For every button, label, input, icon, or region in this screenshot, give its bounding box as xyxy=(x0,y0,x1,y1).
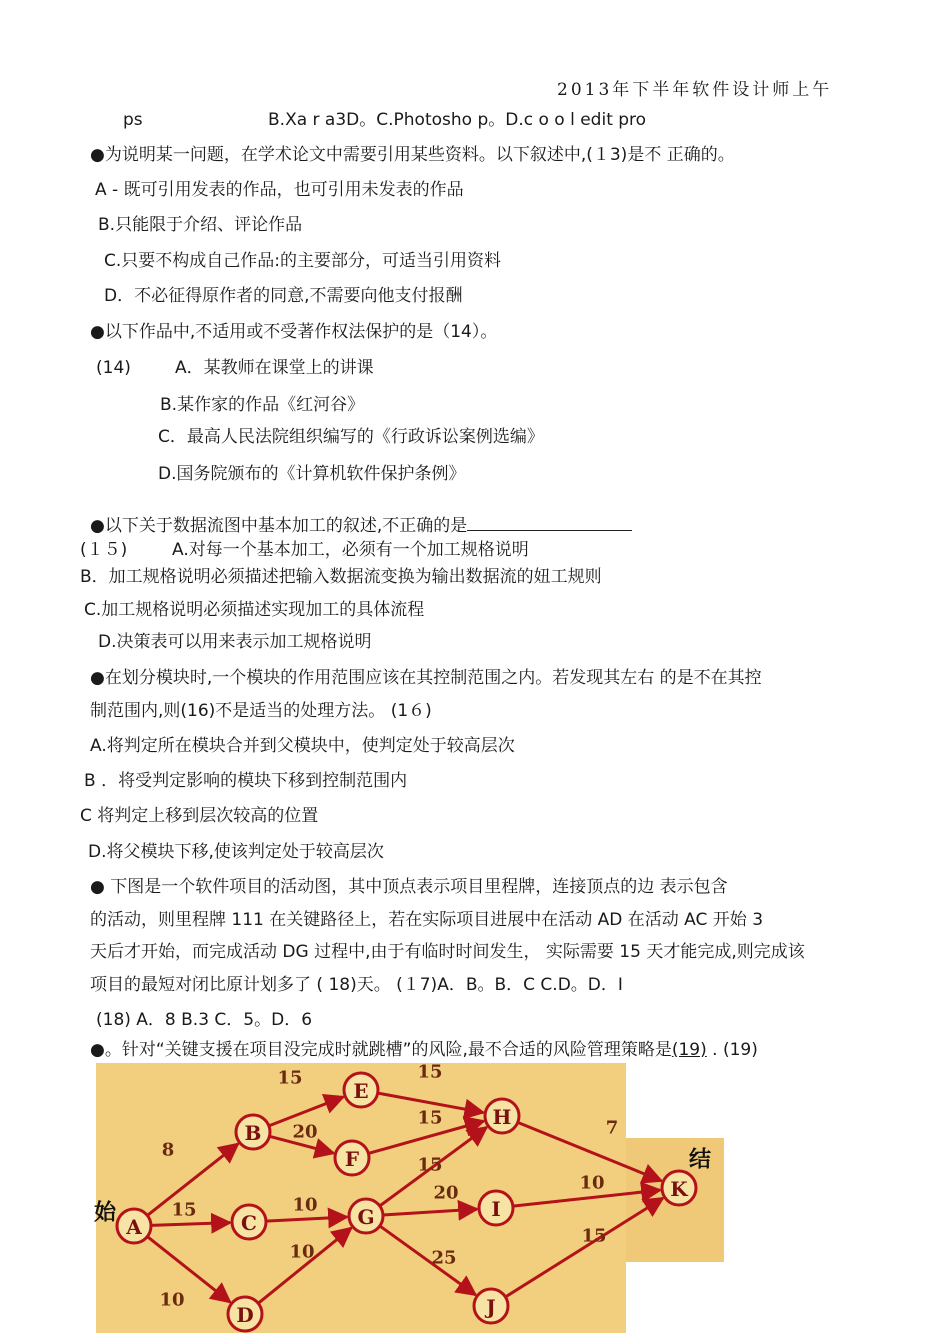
edge-c-g xyxy=(266,1217,347,1221)
node-h xyxy=(485,1099,519,1133)
node-c xyxy=(232,1205,266,1239)
edge-d-g xyxy=(258,1228,351,1303)
option-line-software: B.Xa r a3D。C.Photosho p。D.c o o l edit pro xyxy=(268,110,647,130)
edge-weight-b-e: 15 xyxy=(277,1067,303,1089)
q14-option-c: C．最高人民法院组织编写的《行政诉讼案例选编》 xyxy=(158,427,544,447)
q13-option-d: D．不必征得原作者的同意,不需要向他支付报酬 xyxy=(104,286,463,306)
edge-weight-c-g: 10 xyxy=(292,1194,318,1216)
node-e xyxy=(344,1073,378,1107)
node-d xyxy=(228,1297,262,1331)
edge-weight-h-k: 7 xyxy=(605,1117,619,1139)
edge-weight-f-h: 15 xyxy=(417,1107,443,1129)
edge-weight-j-k: 15 xyxy=(581,1225,607,1247)
q14-option-b: B.某作家的作品《红河谷》 xyxy=(160,395,365,415)
edge-weight-a-c: 15 xyxy=(171,1199,197,1221)
node-label: I xyxy=(491,1197,501,1221)
page-header: 2013年下半年软件设计师上午 xyxy=(557,80,833,100)
q16-option-d: D.将父模块下移,使该判定处于较高层次 xyxy=(88,842,384,862)
node-k xyxy=(662,1171,696,1205)
edge-weight-d-g: 10 xyxy=(289,1241,315,1263)
question-16-line1: ●在划分模块时,一个模块的作用范围应该在其控制范围之内。若发现其左右 的是不在其控 xyxy=(90,668,762,688)
node-b xyxy=(236,1115,270,1149)
q14-option-d: D.国务院颁布的《计算机软件保护条例》 xyxy=(158,464,466,484)
edge-g-j xyxy=(380,1226,476,1295)
node-label: B xyxy=(244,1121,262,1145)
q15-text: ●以下关于数据流图中基本加工的叙述,不正确的是 xyxy=(90,516,468,536)
node-label: D xyxy=(236,1303,254,1327)
q15-number: (１５) xyxy=(80,540,128,560)
q14-option-a: A．某教师在课堂上的讲课 xyxy=(175,358,374,378)
option-line-ps: ps xyxy=(123,110,143,130)
edge-weight-i-k: 10 xyxy=(579,1172,605,1194)
q16-option-c: C 将判定上移到层次较高的位置 xyxy=(80,806,319,826)
start-label: 始 xyxy=(93,1200,117,1226)
edge-weight-g-h: 15 xyxy=(417,1154,443,1176)
edge-j-k xyxy=(505,1198,663,1297)
node-f xyxy=(335,1141,369,1175)
node-label: A xyxy=(126,1215,142,1239)
end-label: 结 xyxy=(688,1147,712,1173)
q16-option-a: A.将判定所在模块合并到父模块中，使判定处于较高层次 xyxy=(90,736,515,756)
edge-weight-g-j: 25 xyxy=(431,1247,457,1269)
q13-option-a: A - 既可引用发表的作品，也可引用未发表的作品 xyxy=(95,180,464,200)
question-13: ●为说明某一问题，在学术论文中需要引用某些资料。以下叙述中,(１3)是不 正确的。 xyxy=(90,145,735,165)
q14-number: (14) xyxy=(96,358,131,378)
node-label: H xyxy=(492,1105,512,1129)
node-label: E xyxy=(353,1079,369,1103)
question-14: ●以下作品中,不适用或不受著作权法保护的是（14）。 xyxy=(90,322,498,342)
edge-a-c xyxy=(151,1223,230,1226)
question-17-line4: 项目的最短对闭比原计划多了 ( 18)天。 (１7)A．B。B．C C.D。D．I xyxy=(90,975,623,995)
edge-weight-e-h: 15 xyxy=(417,1061,443,1083)
node-label: C xyxy=(241,1211,257,1235)
edge-g-i xyxy=(383,1209,477,1215)
q19-tail: . (19) xyxy=(706,1040,758,1060)
node-label: J xyxy=(486,1295,496,1319)
q19-text: ●。针对“关键支援在项目没完成时就跳槽”的风险,最不合适的风险管理策略是 xyxy=(90,1040,672,1060)
q13-option-c: C.只要不构成自己作品:的主要部分，可适当引用资料 xyxy=(104,251,502,271)
node-label: K xyxy=(670,1177,688,1201)
node-label: F xyxy=(344,1147,360,1171)
edge-weight-a-d: 10 xyxy=(159,1289,185,1311)
q15-option-c: C.加工规格说明必须描述实现加工的具体流程 xyxy=(84,600,425,620)
q16-option-b: B ．将受判定影响的模块下移到控制范围内 xyxy=(84,771,408,791)
q15-option-d: D.决策表可以用来表示加工规格说明 xyxy=(98,632,372,652)
question-17-line2: 的活动，则里程牌 111 在关键路径上，若在实际项目进展中在活动 AD 在活动 AC 开始 3 xyxy=(90,910,764,930)
q13-option-b: B.只能限于介绍、评论作品 xyxy=(98,215,303,235)
node-g xyxy=(349,1199,383,1233)
q15-option-b: B．加工规格说明必须描述把输入数据流变换为输出数据流的妞工规则 xyxy=(80,567,602,587)
node-a xyxy=(117,1209,151,1243)
q19-blank: (19) xyxy=(671,1040,707,1060)
q15-option-a: A.对每一个基本加工，必须有一个加工规格说明 xyxy=(172,540,529,560)
question-17-line1: ● 下图是一个软件项目的活动图，其中顶点表示项目里程牌，连接顶点的边 表示包含 xyxy=(90,877,728,897)
node-j xyxy=(474,1289,508,1323)
edge-weight-b-f: 20 xyxy=(292,1121,318,1143)
edge-weight-a-b: 8 xyxy=(161,1139,175,1161)
edge-weight-g-i: 20 xyxy=(433,1182,459,1204)
question-17-line3: 天后才开始，而完成活动 DG 过程中,由于有临时时间发生， 实际需要 15 天才能完成,则完成该 xyxy=(90,942,805,962)
question-18-options: (18) A．8 B.3 C．5。D．6 xyxy=(96,1010,313,1030)
node-label: G xyxy=(357,1205,375,1229)
node-i xyxy=(479,1191,513,1225)
question-16-line2: 制范围内,则(16)不是适当的处理方法。 (1６) xyxy=(90,701,432,721)
